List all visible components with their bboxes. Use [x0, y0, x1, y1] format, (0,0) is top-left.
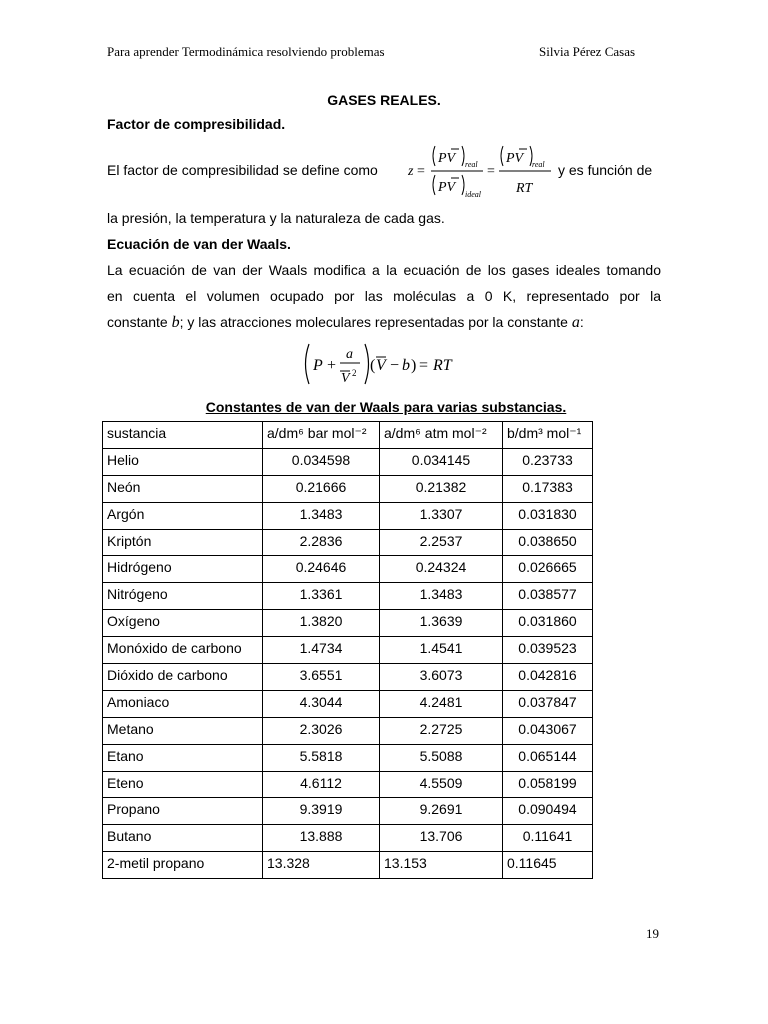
svg-text:real: real: [465, 160, 478, 169]
cell-value: 0.038577: [503, 583, 593, 610]
svg-text:a: a: [346, 347, 353, 362]
table-caption: Constantes de van der Waals para varias substancias.: [205, 399, 567, 415]
cell-value: 0.24324: [380, 556, 503, 583]
table-row: [103, 744, 593, 771]
cell-value: 0.23733: [503, 448, 593, 475]
table-row: [103, 529, 593, 556]
cell-substance-name: Propano: [103, 798, 263, 825]
compressibility-formula: [405, 138, 555, 202]
vdw-line3-part-a: constante: [107, 314, 168, 330]
cell-substance-name: Hidrógeno: [103, 556, 263, 583]
cell-value: 13.328: [263, 852, 380, 879]
cell-value: 0.090494: [503, 798, 593, 825]
section-heading-compressibility: Factor de compresibilidad.: [107, 116, 286, 132]
cell-value: 0.039523: [503, 637, 593, 664]
vdw-paragraph-line2: en cuenta el volumen ocupado por las moléculas a 0 K, representado por la: [107, 288, 661, 304]
section-heading-vanderwaals: Ecuación de van der Waals.: [107, 236, 291, 252]
vdw-line3-part-c: :: [579, 314, 584, 330]
cell-substance-name: Nitrógeno: [103, 583, 263, 610]
cell-value: 0.065144: [503, 744, 593, 771]
cell-value: 9.2691: [380, 798, 503, 825]
svg-text:RT: RT: [433, 357, 452, 374]
cell-value: 0.17383: [503, 475, 593, 502]
cell-substance-name: Monóxido de carbono: [103, 637, 263, 664]
vdw-paragraph-line1: La ecuación de van der Waals modifica a la ecuación de los gases ideales tomando: [107, 262, 661, 278]
table-row: [103, 610, 593, 637]
svg-text:RT: RT: [516, 181, 533, 196]
cell-substance-name: Amoniaco: [103, 690, 263, 717]
cell-substance-name: Oxígeno: [103, 610, 263, 637]
cell-value: 0.11645: [503, 852, 593, 879]
table-row: [103, 448, 593, 475]
compressibility-text-after: y es función de: [558, 162, 653, 178]
cell-value: 1.4541: [380, 637, 503, 664]
table-header-row: [103, 422, 593, 449]
table-row: [103, 502, 593, 529]
cell-value: 1.3483: [380, 583, 503, 610]
cell-substance-name: Kriptón: [103, 529, 263, 556]
cell-value: 5.5088: [380, 744, 503, 771]
symbol-b: b: [171, 314, 180, 331]
cell-value: 13.888: [263, 825, 380, 852]
cell-value: 4.3044: [263, 690, 380, 717]
cell-value: 5.5818: [263, 744, 380, 771]
cell-value: 3.6073: [380, 664, 503, 691]
page-title: GASES REALES.: [327, 92, 441, 108]
cell-value: 1.3307: [380, 502, 503, 529]
header-cell-substance: sustancia: [103, 422, 263, 449]
cell-value: 3.6551: [263, 664, 380, 691]
cell-value: 0.24646: [263, 556, 380, 583]
cell-value: 0.034145: [380, 448, 503, 475]
header-cell-constant: a/dm⁶ atm mol⁻²: [380, 422, 503, 449]
cell-value: 0.031830: [503, 502, 593, 529]
cell-value: 0.21666: [263, 475, 380, 502]
table-row: [103, 771, 593, 798]
svg-text:2: 2: [352, 368, 357, 378]
table-row: [103, 690, 593, 717]
cell-value: 1.3483: [263, 502, 380, 529]
svg-text:(: (: [370, 357, 376, 374]
table-row: [103, 717, 593, 744]
cell-value: 0.031860: [503, 610, 593, 637]
cell-value: 2.2537: [380, 529, 503, 556]
svg-text:−: −: [390, 357, 400, 374]
svg-text:b: b: [402, 357, 410, 374]
cell-value: 2.2836: [263, 529, 380, 556]
cell-value: 2.2725: [380, 717, 503, 744]
page-number: 19: [646, 926, 659, 941]
cell-value: 2.3026: [263, 717, 380, 744]
vdw-line3-part-b: ; y las atracciones moleculares representadas por la constante: [179, 314, 568, 330]
symbol-a: a: [571, 314, 580, 331]
cell-substance-name: Eteno: [103, 771, 263, 798]
vanderwaals-equation: [300, 340, 470, 390]
vanderwaals-constants-table: [102, 421, 593, 879]
cell-value: 13.153: [380, 852, 503, 879]
compressibility-text-line2: la presión, la temperatura y la naturaleza de cada gas.: [107, 210, 445, 226]
svg-text:PV: PV: [506, 151, 524, 166]
cell-value: 0.026665: [503, 556, 593, 583]
cell-substance-name: Etano: [103, 744, 263, 771]
svg-text:PV: PV: [438, 180, 456, 195]
svg-text:PV: PV: [438, 151, 456, 166]
svg-text:=: =: [419, 357, 429, 374]
table-row: [103, 637, 593, 664]
table-row: [103, 798, 593, 825]
cell-value: 0.038650: [503, 529, 593, 556]
header-cell-constant: b/dm³ mol⁻¹: [503, 422, 593, 449]
compressibility-text-before: El factor de compresibilidad se define como: [107, 162, 378, 178]
cell-value: 4.6112: [263, 771, 380, 798]
svg-text:V: V: [376, 357, 386, 374]
svg-text:ideal: ideal: [465, 190, 481, 199]
cell-value: 9.3919: [263, 798, 380, 825]
svg-text:=: =: [487, 164, 495, 179]
cell-substance-name: Metano: [103, 717, 263, 744]
cell-value: 1.3820: [263, 610, 380, 637]
svg-text:z: z: [408, 164, 414, 179]
table-row: [103, 664, 593, 691]
svg-text:V: V: [341, 371, 350, 386]
cell-substance-name: Dióxido de carbono: [103, 664, 263, 691]
header-cell-constant: a/dm⁶ bar mol⁻²: [263, 422, 380, 449]
cell-value: 0.034598: [263, 448, 380, 475]
table-row: [103, 825, 593, 852]
cell-substance-name: Helio: [103, 448, 263, 475]
cell-value: 0.043067: [503, 717, 593, 744]
cell-value: 0.037847: [503, 690, 593, 717]
cell-value: 0.21382: [380, 475, 503, 502]
cell-value: 4.2481: [380, 690, 503, 717]
cell-value: 4.5509: [380, 771, 503, 798]
cell-value: 1.4734: [263, 637, 380, 664]
svg-text:=: =: [417, 164, 425, 179]
svg-text:): ): [411, 357, 417, 374]
svg-text:real: real: [532, 160, 545, 169]
cell-value: 13.706: [380, 825, 503, 852]
table-row: [103, 556, 593, 583]
cell-substance-name: Argón: [103, 502, 263, 529]
table-row: [103, 475, 593, 502]
cell-value: 0.042816: [503, 664, 593, 691]
cell-value: 0.058199: [503, 771, 593, 798]
table-row: [103, 852, 593, 879]
table-row: [103, 583, 593, 610]
running-header-title: Para aprender Termodinámica resolviendo problemas: [107, 44, 385, 59]
svg-text:+: +: [327, 357, 337, 374]
cell-substance-name: Butano: [103, 825, 263, 852]
cell-substance-name: 2-metil propano: [103, 852, 263, 879]
vdw-paragraph-line3: [107, 314, 584, 332]
running-header-author: Silvia Pérez Casas: [539, 44, 636, 59]
cell-value: 0.11641: [503, 825, 593, 852]
cell-substance-name: Neón: [103, 475, 263, 502]
cell-value: 1.3639: [380, 610, 503, 637]
cell-value: 1.3361: [263, 583, 380, 610]
svg-text:P: P: [313, 357, 323, 374]
